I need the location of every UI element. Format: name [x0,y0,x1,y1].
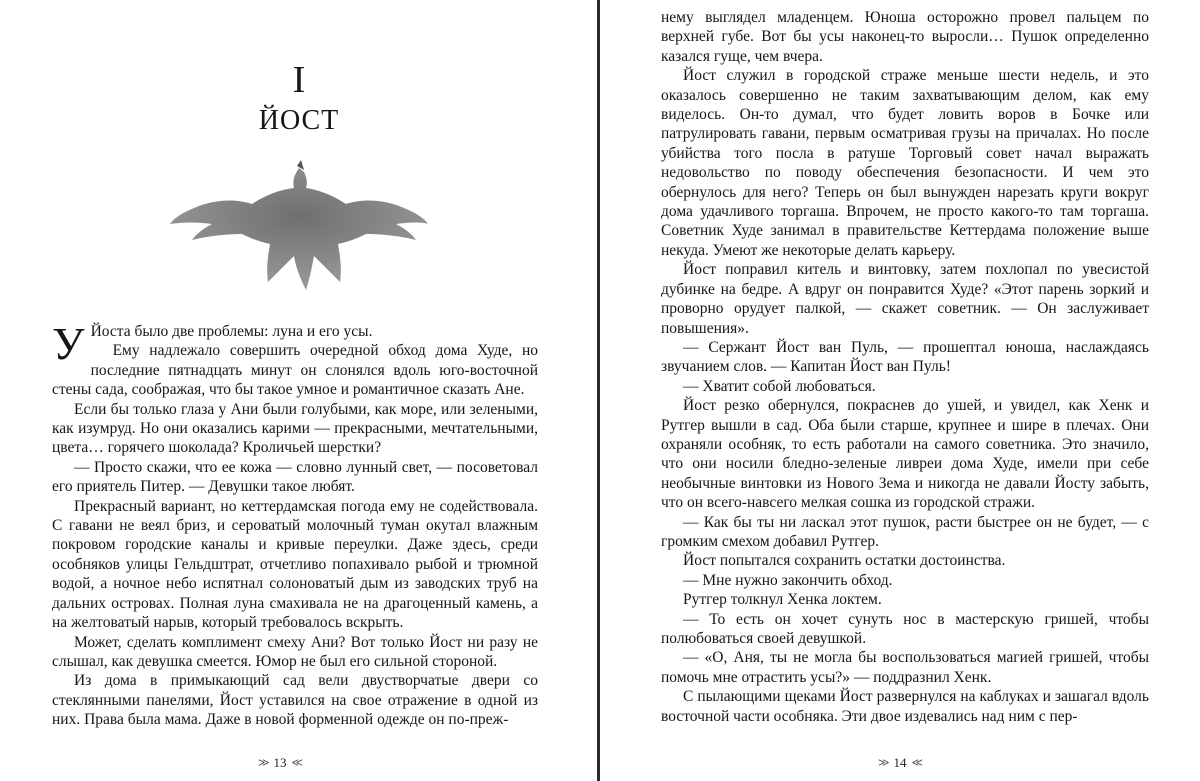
folio-ornament-right-icon: ≪ [291,757,303,769]
paragraph-9: — Мне нужно закончить обход. [683,571,893,589]
paragraph-10: Рутгер толкнул Хенка локтем. [683,591,882,609]
left-page [0,0,598,781]
paragraph-5: Прекрасный вариант, но кеттердамская погода ему не содействовала. С гавани не веял бриз, и сероватый молочный туман окутал влажным покровом городские каналы и кривые переулки. Даже здесь, среди особняков улицы Гельдштрат, отчетливо попахивало рыбой и трюмной водой, а ночное небо испятнал солоноватый дым из заводских труб на дальних островах. Полная луна смахивала не на драгоценный камень, а на желтоватый нарыв, который требовалось вскрыть. [52,497,538,632]
folio-ornament-left-icon: ≫ [258,757,269,769]
paragraph-11: — То есть он хочет сунуть нос в мастерскую гришей, чтобы полюбоваться своей девушкой. [661,610,1149,647]
page-gutter [597,0,600,781]
chapter-number: I [292,59,306,101]
paragraph-7: — Как бы ты ни ласкал этот пушок, расти быстрее он не будет, — с громким смехом добавил Рутгер. [661,513,1149,550]
page-number: 13 [273,755,287,770]
paragraph-13: С пылающими щеками Йост развернулся на каблуках и зашагал вдоль восточной части особняка. Эти двое издевались над ним с пер- [661,688,1149,725]
paragraph-2: Йост служил в городской страже меньше шести недель, и это оказалось совершенно не таким захватывающим делом, как ему виделось. Он-то думал, что будет ловить воров в Бочке или патрулировать гавани, первым осматривая грузы на причалах. Но после убийства того посла в ратуше Торговый совет начал выражать недовольство по поводу обеспечения безопасности. И чем это обернулось для него? Теперь он был вынужден нарезать круги вокруг дома удачливого торгаша. Впрочем, не просто какого-то там торгаша. Советник Худе занимал в правительстве Кеттердама положение выше некуда. Умеют же некоторые делать карьеру. [661,67,1149,259]
paragraph-8: Йост попытался сохранить остатки достоинства. [683,552,1006,570]
paragraph-3: Йост поправил китель и винтовку, затем похлопал по увесистой дубинке на бедре. А вдруг он понравится Худе? «Этот парень зоркий и проворно орудует палкой, — скажет советник. — Он заслуживает повышения». [661,261,1149,337]
page-number-left [258,755,302,771]
paragraph-2: Ему надлежало совершить очередной обход дома Худе, но последние пятнадцать минут он слонялся вдоль юго-восточной стены сада, соображая, что бы такое умное и романтичное сказать Ане. [52,342,538,399]
left-page-text [52,318,538,730]
paragraph-4: — Просто скажи, что ее кожа — словно лунный свет, — посоветовал его приятель Питер. — Девушки такое любят. [52,458,538,496]
paragraph-6: Может, сделать комплимент смеху Ани? Вот только Йост ни разу не слышал, как девушка смеется. Юмор не был его сильной стороной. [52,633,538,670]
paragraph-1: У Йоста было две проблемы: луна и его усы. [52,318,373,369]
page-number: 14 [893,755,907,770]
paragraph-3: Если бы только глаза у Ани были голубыми, как море, или зелеными, как изумруд. Но они оказались карими — прекрасными, мечтательными, цвета… горячего шоколада? Кроличьей шерстки? [52,400,538,457]
paragraph-7: Из дома в примыкающий сад вели двустворчатые двери со стеклянными панелями, Йост уставился на свое отражение в одной из них. Права была мама. Даже в новой форменной одежде он по-преж- [52,672,538,729]
paragraph-6: Йост резко обернулся, покраснев до ушей, и увидел, как Хенк и Рутгер вышли в сад. Оба были старше, крупнее и шире в плечах. Они охраняли особняк, то есть работали на самого советника. Это значило, что они носили бледно-зеленые ливреи дома Худе, имели при себе необычные винтовки из Нового Зема и никогда не давали Йосту забыть, что он всего-навсего мелкая сошка из городской стражи. [661,397,1149,512]
crow-illustration [168,160,430,292]
page-number-right [878,755,922,771]
paragraph-4: — Сержант Йост ван Пуль, — прошептал юноша, наслаждаясь звучанием слов. — Капитан Йост ван Пуль! [661,338,1149,376]
chapter-title: ЙОСТ [258,105,340,136]
drop-cap: У [52,318,85,369]
right-page-text [661,8,1149,726]
folio-ornament-left-icon: ≫ [878,757,889,769]
paragraph-5: — Хватит собой любоваться. [683,377,876,395]
paragraph-1: нему выглядел младенцем. Юноша осторожно провел пальцем по верхней губе. Вот бы усы наконец-то выросли… Пушок определенно казался гуще, чем вчера. [661,9,1149,65]
folio-ornament-right-icon: ≪ [911,757,923,769]
paragraph-12: — «О, Аня, ты не могла бы воспользоваться магией гришей, чтобы помочь мне отрастить усы?» — поддразнил Хенк. [661,649,1149,686]
crow-body [170,168,428,290]
